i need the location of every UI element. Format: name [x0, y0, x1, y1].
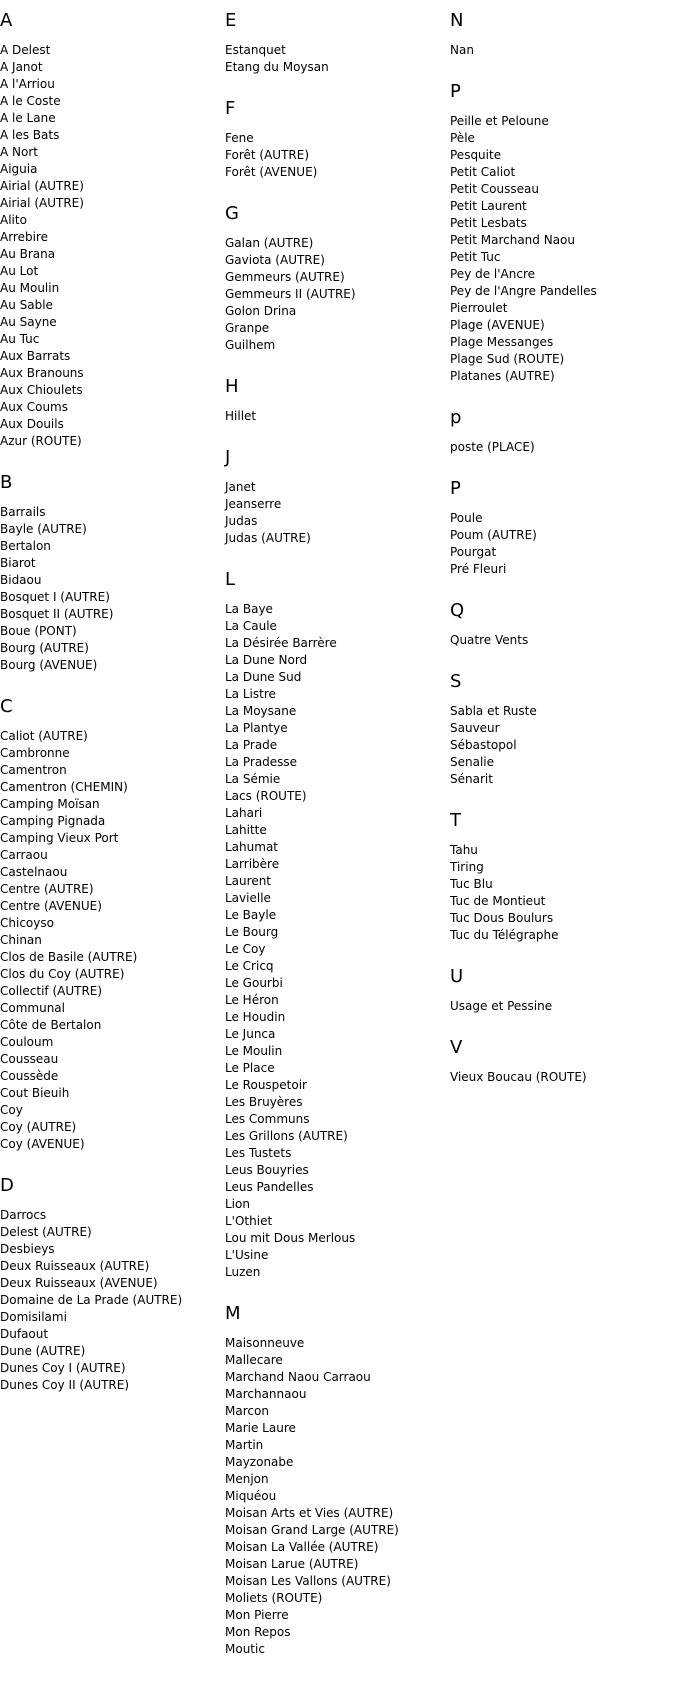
street-link[interactable]: Poule — [450, 511, 483, 525]
street-link[interactable]: Golon Drina — [225, 304, 297, 318]
street-link[interactable]: Bidaou — [0, 573, 42, 587]
street-link[interactable]: Coy (AUTRE) — [0, 1120, 77, 1134]
street-link[interactable]: Darrocs — [0, 1208, 47, 1222]
street-link[interactable]: Les Tustets — [225, 1146, 292, 1160]
street-link[interactable]: A Janot — [0, 60, 43, 74]
section-letter-heading: U — [450, 966, 464, 987]
street-link[interactable]: Marchand Naou Carraou — [225, 1370, 371, 1384]
street-link[interactable]: Petit Marchand Naou — [450, 233, 575, 247]
letter-section — [0, 472, 220, 674]
street-link[interactable]: Marie Laure — [225, 1421, 296, 1435]
street-list — [450, 703, 670, 788]
street-link[interactable]: Miquéou — [225, 1489, 277, 1503]
letter-section — [225, 569, 445, 1281]
letter-section — [450, 407, 670, 456]
street-link[interactable]: Forêt (AVENUE) — [225, 165, 318, 179]
street-link[interactable]: A le Lane — [0, 111, 56, 125]
street-link[interactable]: Deux Ruisseaux (AVENUE) — [0, 1276, 158, 1290]
letter-section — [0, 10, 220, 450]
street-list — [450, 42, 670, 59]
street-link[interactable]: Centre (AUTRE) — [0, 882, 94, 896]
street-link[interactable]: Clos de Basile (AUTRE) — [0, 950, 138, 964]
street-link[interactable]: Plage Sud (ROUTE) — [450, 352, 565, 366]
street-link[interactable]: Moliets (ROUTE) — [225, 1591, 323, 1605]
street-link[interactable]: Mon Repos — [225, 1625, 291, 1639]
street-list — [225, 408, 445, 425]
street-link[interactable]: Tuc du Télégraphe — [450, 928, 559, 942]
letter-section — [225, 98, 445, 181]
street-link[interactable]: La Caule — [225, 619, 277, 633]
street-link[interactable]: Au Brana — [0, 247, 56, 261]
street-link[interactable]: Vieux Boucau (ROUTE) — [450, 1070, 587, 1084]
street-link[interactable]: Moutic — [225, 1642, 265, 1656]
letter-section — [450, 966, 670, 1015]
street-link[interactable]: A l'Arriou — [0, 77, 55, 91]
street-link[interactable]: Estanquet — [225, 43, 286, 57]
street-link[interactable]: Delest (AUTRE) — [0, 1225, 92, 1239]
street-link[interactable]: Pré Fleuri — [450, 562, 507, 576]
index-column-1 — [0, 0, 220, 1416]
street-link[interactable]: Marcon — [225, 1404, 269, 1418]
section-letter-heading: L — [225, 569, 236, 590]
street-link[interactable]: Azur (ROUTE) — [0, 434, 82, 448]
street-list — [450, 439, 670, 456]
street-link[interactable]: Guilhem — [225, 338, 276, 352]
street-link[interactable]: Plage Messanges — [450, 335, 554, 349]
street-link[interactable]: Petit Caliot — [450, 165, 516, 179]
street-link[interactable]: Mayzonabe — [225, 1455, 294, 1469]
letter-section — [450, 810, 670, 944]
street-link[interactable]: Deux Ruisseaux (AUTRE) — [0, 1259, 150, 1273]
street-link[interactable]: Maisonneuve — [225, 1336, 305, 1350]
street-link[interactable]: Aux Chioulets — [0, 383, 83, 397]
street-link[interactable]: Desbieys — [0, 1242, 55, 1256]
street-link[interactable]: Lahumat — [225, 840, 278, 854]
street-link[interactable]: Caliot (AUTRE) — [0, 729, 88, 743]
street-link[interactable]: poste (PLACE) — [450, 440, 535, 454]
street-link[interactable]: Menjon — [225, 1472, 269, 1486]
street-link[interactable]: Forêt (AUTRE) — [225, 148, 309, 162]
street-link[interactable]: Centre (AVENUE) — [0, 899, 102, 913]
street-link[interactable]: Granpe — [225, 321, 270, 335]
street-link[interactable]: Coy — [0, 1103, 23, 1117]
section-letter-heading: A — [0, 10, 13, 31]
street-link[interactable]: Le Héron — [225, 993, 279, 1007]
street-link[interactable]: Camping Moïsan — [0, 797, 100, 811]
section-letter-heading: B — [0, 472, 13, 493]
street-link[interactable]: L'Othiet — [225, 1214, 273, 1228]
section-letter-heading: P — [450, 478, 461, 499]
street-link[interactable]: Au Tuc — [0, 332, 40, 346]
street-link[interactable]: A les Bats — [0, 128, 60, 142]
street-link[interactable]: Boue (PONT) — [0, 624, 77, 638]
street-link[interactable]: Dune (AUTRE) — [0, 1344, 86, 1358]
street-link[interactable]: Camentron — [0, 763, 67, 777]
street-list — [225, 479, 445, 547]
section-letter-heading: V — [450, 1037, 463, 1058]
letter-section — [450, 1037, 670, 1086]
street-link[interactable]: La Plantye — [225, 721, 288, 735]
street-link[interactable]: La Pradesse — [225, 755, 298, 769]
section-letter-heading: H — [225, 376, 239, 397]
street-link[interactable]: Coussède — [0, 1069, 59, 1083]
street-link[interactable]: Airial (AUTRE) — [0, 179, 84, 193]
section-letter-heading: C — [0, 696, 13, 717]
letter-section — [225, 447, 445, 547]
street-link[interactable]: Luzen — [225, 1265, 261, 1279]
street-link[interactable]: Tuc Dous Boulurs — [450, 911, 554, 925]
street-link[interactable]: Gaviota (AUTRE) — [225, 253, 325, 267]
letter-section — [0, 696, 220, 1153]
street-list — [450, 998, 670, 1015]
street-link[interactable]: Au Sayne — [0, 315, 57, 329]
street-link[interactable]: Le Gourbi — [225, 976, 283, 990]
street-link[interactable]: Biarot — [0, 556, 36, 570]
street-link[interactable]: Barrails — [0, 505, 46, 519]
street-list — [225, 42, 445, 76]
street-link[interactable]: Mon Pierre — [225, 1608, 289, 1622]
street-link[interactable]: A le Coste — [0, 94, 61, 108]
street-link[interactable]: Dunes Coy II (AUTRE) — [0, 1378, 130, 1392]
street-link[interactable]: Moisan Les Vallons (AUTRE) — [225, 1574, 391, 1588]
street-link[interactable]: Aiguia — [0, 162, 38, 176]
section-letter-heading: T — [450, 810, 461, 831]
letter-section — [0, 1175, 220, 1394]
street-link[interactable]: Le Coy — [225, 942, 266, 956]
street-link[interactable]: Peille et Peloune — [450, 114, 549, 128]
street-link[interactable]: Bourg (AVENUE) — [0, 658, 98, 672]
street-link[interactable]: Petit Lesbats — [450, 216, 527, 230]
street-link[interactable]: Aux Barrats — [0, 349, 71, 363]
street-link[interactable]: Gemmeurs (AUTRE) — [225, 270, 345, 284]
street-link[interactable]: Collectif (AUTRE) — [0, 984, 103, 998]
street-link[interactable]: Larribère — [225, 857, 280, 871]
street-link[interactable]: Le Junca — [225, 1027, 276, 1041]
letter-section — [225, 10, 445, 76]
section-letter-heading: P — [450, 81, 461, 102]
street-link[interactable]: Mallecare — [225, 1353, 283, 1367]
street-link[interactable]: Les Bruyères — [225, 1095, 303, 1109]
street-link[interactable]: La Désirée Barrère — [225, 636, 337, 650]
street-link[interactable]: Cambronne — [0, 746, 70, 760]
street-link[interactable]: Lion — [225, 1197, 250, 1211]
letter-section — [450, 600, 670, 649]
street-list — [0, 1207, 220, 1394]
street-link[interactable]: Camentron (CHEMIN) — [0, 780, 128, 794]
section-letter-heading: G — [225, 203, 239, 224]
street-link[interactable]: Lavielle — [225, 891, 271, 905]
street-link[interactable]: Tuc de Montieut — [450, 894, 546, 908]
street-list — [225, 235, 445, 354]
street-link[interactable]: Judas — [225, 514, 258, 528]
section-letter-heading: D — [0, 1175, 14, 1196]
street-link[interactable]: Carraou — [0, 848, 48, 862]
section-letter-heading: F — [225, 98, 236, 119]
street-link[interactable]: Dunes Coy I (AUTRE) — [0, 1361, 126, 1375]
street-list — [450, 842, 670, 944]
street-link[interactable]: Sabla et Ruste — [450, 704, 537, 718]
street-link[interactable]: Le Cricq — [225, 959, 274, 973]
street-link[interactable]: Tuc Blu — [450, 877, 493, 891]
letter-section — [225, 376, 445, 425]
street-link[interactable]: Leus Pandelles — [225, 1180, 314, 1194]
street-link[interactable]: Bertalon — [0, 539, 51, 553]
street-link[interactable]: Petit Tuc — [450, 250, 501, 264]
street-link[interactable]: Martin — [225, 1438, 264, 1452]
street-link[interactable]: Castelnaou — [0, 865, 68, 879]
street-list — [450, 632, 670, 649]
letter-section — [450, 81, 670, 385]
street-list — [0, 728, 220, 1153]
street-link[interactable]: A Delest — [0, 43, 51, 57]
street-link[interactable]: Senalie — [450, 755, 495, 769]
street-link[interactable]: La Dune Sud — [225, 670, 302, 684]
street-link[interactable]: Pey de l'Ancre — [450, 267, 536, 281]
street-link[interactable]: Communal — [0, 1001, 65, 1015]
street-link[interactable]: Domisilami — [0, 1310, 67, 1324]
street-link[interactable]: Camping Vieux Port — [0, 831, 119, 845]
street-link[interactable]: Platanes (AUTRE) — [450, 369, 555, 383]
street-link[interactable]: Camping Pignada — [0, 814, 106, 828]
street-link[interactable]: Gemmeurs II (AUTRE) — [225, 287, 356, 301]
street-link[interactable]: Usage et Pessine — [450, 999, 553, 1013]
street-link[interactable]: Chinan — [0, 933, 42, 947]
street-link[interactable]: A Nort — [0, 145, 38, 159]
street-link[interactable]: Airial (AUTRE) — [0, 196, 84, 210]
street-link[interactable]: Arrebire — [0, 230, 48, 244]
street-link[interactable]: Aux Douils — [0, 417, 64, 431]
street-link[interactable]: Tiring — [450, 860, 484, 874]
street-link[interactable]: Le Bayle — [225, 908, 277, 922]
street-link[interactable]: Petit Laurent — [450, 199, 527, 213]
street-link[interactable]: Domaine de La Prade (AUTRE) — [0, 1293, 183, 1307]
street-link[interactable]: Marchannaou — [225, 1387, 307, 1401]
street-link[interactable]: Cousseau — [0, 1052, 59, 1066]
street-link[interactable]: Bosquet I (AUTRE) — [0, 590, 110, 604]
street-link[interactable]: Moisan Grand Large (AUTRE) — [225, 1523, 399, 1537]
street-link[interactable]: La Prade — [225, 738, 278, 752]
street-list — [0, 42, 220, 450]
street-link[interactable]: Etang du Moysan — [225, 60, 329, 74]
street-link[interactable]: Plage (AVENUE) — [450, 318, 545, 332]
street-link[interactable]: Petit Cousseau — [450, 182, 539, 196]
street-link[interactable]: Le Houdin — [225, 1010, 286, 1024]
street-link[interactable]: Lahitte — [225, 823, 267, 837]
street-link[interactable]: Couloum — [0, 1035, 54, 1049]
street-link[interactable]: Tahu — [450, 843, 478, 857]
street-link[interactable]: Dufaout — [0, 1327, 49, 1341]
street-link[interactable]: Lahari — [225, 806, 263, 820]
street-link[interactable]: Pey de l'Angre Pandelles — [450, 284, 597, 298]
street-list — [225, 1335, 445, 1658]
street-link[interactable]: Aux Branouns — [0, 366, 84, 380]
letter-section — [225, 1303, 445, 1658]
street-link[interactable]: Nan — [450, 43, 474, 57]
street-link[interactable]: Coy (AVENUE) — [0, 1137, 85, 1151]
street-link[interactable]: Cout Bieuih — [0, 1086, 70, 1100]
letter-section — [225, 203, 445, 354]
section-letter-heading: M — [225, 1303, 241, 1324]
street-link[interactable]: Bosquet II (AUTRE) — [0, 607, 114, 621]
street-link[interactable]: L'Usine — [225, 1248, 269, 1262]
street-list — [450, 510, 670, 578]
street-link[interactable]: Pourgat — [450, 545, 497, 559]
street-link[interactable]: Leus Bouyries — [225, 1163, 309, 1177]
street-link[interactable]: Sénarit — [450, 772, 493, 786]
street-link[interactable]: Laurent — [225, 874, 272, 888]
section-letter-heading: E — [225, 10, 237, 31]
street-link[interactable]: Fene — [225, 131, 254, 145]
street-link[interactable]: La Dune Nord — [225, 653, 308, 667]
street-list — [0, 504, 220, 674]
street-link[interactable]: Alito — [0, 213, 27, 227]
street-link[interactable]: Hillet — [225, 409, 257, 423]
index-column-3 — [450, 0, 670, 1108]
street-link[interactable]: Moisan Larue (AUTRE) — [225, 1557, 359, 1571]
street-link[interactable]: Lacs (ROUTE) — [225, 789, 307, 803]
street-link[interactable]: Judas (AUTRE) — [225, 531, 311, 545]
street-link[interactable]: Moisan Arts et Vies (AUTRE) — [225, 1506, 394, 1520]
section-letter-heading: p — [450, 407, 462, 428]
street-list — [450, 113, 670, 385]
street-list — [450, 1069, 670, 1086]
street-link[interactable]: Quatre Vents — [450, 633, 529, 647]
street-link[interactable]: La Sémie — [225, 772, 281, 786]
street-link[interactable]: Le Place — [225, 1061, 275, 1075]
street-link[interactable]: Jeanserre — [225, 497, 282, 511]
street-link[interactable]: Pèle — [450, 131, 475, 145]
street-link[interactable]: Moisan La Vallée (AUTRE) — [225, 1540, 379, 1554]
street-link[interactable]: Le Moulin — [225, 1044, 283, 1058]
street-link[interactable]: Au Lot — [0, 264, 39, 278]
section-letter-heading: J — [225, 447, 231, 468]
index-column-2 — [225, 0, 445, 1680]
street-link[interactable]: Pierroulet — [450, 301, 508, 315]
street-link[interactable]: Côte de Bertalon — [0, 1018, 102, 1032]
street-link[interactable]: La Baye — [225, 602, 273, 616]
street-link[interactable]: Lou mit Dous Merlous — [225, 1231, 356, 1245]
letter-section — [450, 671, 670, 788]
street-link[interactable]: Clos du Coy (AUTRE) — [0, 967, 125, 981]
street-link[interactable]: Sauveur — [450, 721, 500, 735]
street-link[interactable]: Sébastopol — [450, 738, 517, 752]
street-link[interactable]: Bayle (AUTRE) — [0, 522, 87, 536]
street-link[interactable]: Janet — [225, 480, 256, 494]
street-link[interactable]: Chicoyso — [0, 916, 54, 930]
street-link[interactable]: La Listre — [225, 687, 276, 701]
section-letter-heading: N — [450, 10, 464, 31]
street-link[interactable]: Pesquite — [450, 148, 502, 162]
street-link[interactable]: Au Moulin — [0, 281, 60, 295]
street-list — [225, 601, 445, 1281]
street-link[interactable]: Poum (AUTRE) — [450, 528, 537, 542]
street-link[interactable]: Les Communs — [225, 1112, 310, 1126]
street-link[interactable]: Bourg (AUTRE) — [0, 641, 89, 655]
street-list — [225, 130, 445, 181]
letter-section — [450, 478, 670, 578]
street-link[interactable]: Galan (AUTRE) — [225, 236, 314, 250]
section-letter-heading: S — [450, 671, 462, 692]
street-link[interactable]: Les Grillons (AUTRE) — [225, 1129, 348, 1143]
street-link[interactable]: Le Bourg — [225, 925, 279, 939]
street-link[interactable]: La Moysane — [225, 704, 297, 718]
letter-section — [450, 10, 670, 59]
street-link[interactable]: Le Rouspetoir — [225, 1078, 307, 1092]
street-link[interactable]: Aux Coums — [0, 400, 68, 414]
section-letter-heading: Q — [450, 600, 465, 621]
street-link[interactable]: Au Sable — [0, 298, 53, 312]
